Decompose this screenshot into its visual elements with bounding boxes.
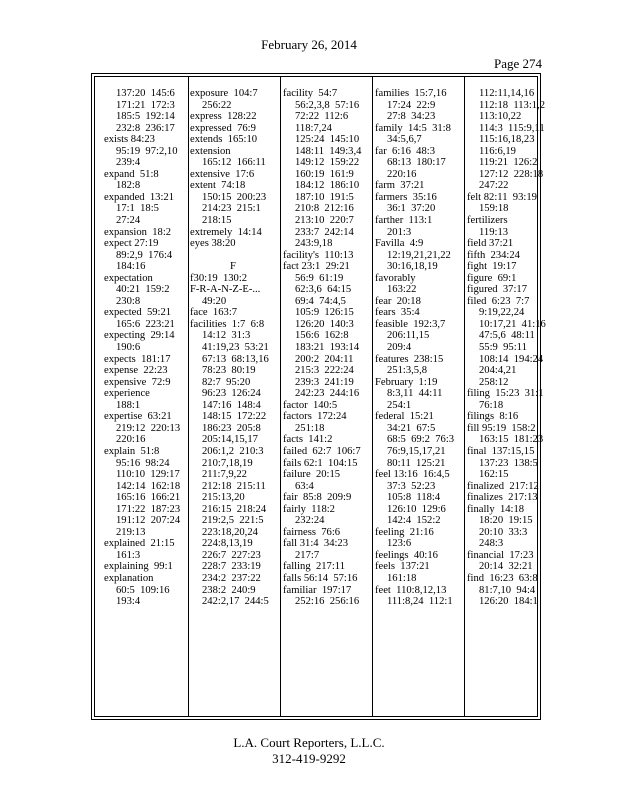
column-divider xyxy=(280,77,281,716)
index-entry: feasible 192:3,7 xyxy=(375,318,446,330)
index-entry: expressed 76:9 xyxy=(190,122,256,134)
index-page-refs: 63:4 xyxy=(295,480,314,492)
index-entry: failed 62:7 106:7 xyxy=(283,445,361,457)
index-page-refs: 55:9 95:11 xyxy=(479,342,527,354)
index-entry: face 163:7 xyxy=(190,307,238,319)
index-page-refs: 30:16,18,19 xyxy=(387,261,438,273)
index-page-refs: 165:6 223:21 xyxy=(116,318,175,330)
column-divider xyxy=(188,77,189,716)
index-page-refs: 137:23 138:5 xyxy=(479,457,538,469)
index-page-refs: 248:3 xyxy=(479,538,504,550)
index-page-refs: 78:23 80:19 xyxy=(202,365,256,377)
index-page-refs: 182:8 xyxy=(116,180,141,192)
index-page-refs: 156:6 162:8 xyxy=(295,330,349,342)
index-page-refs: 216:15 218:24 xyxy=(202,503,267,515)
footer-phone: 312-419-9292 xyxy=(272,751,346,766)
index-page-refs: 126:10 129:6 xyxy=(387,503,446,515)
index-entry: extremely 14:14 xyxy=(190,226,262,238)
index-page-refs: 40:21 159:2 xyxy=(116,284,170,296)
index-page-refs: 82:7 95:20 xyxy=(202,376,251,388)
index-entry: explanation xyxy=(104,572,154,584)
index-entry: express 128:22 xyxy=(190,111,257,123)
index-page-refs: 12:19,21,21,22 xyxy=(387,249,451,261)
index-page-refs: 201:3 xyxy=(387,226,412,238)
index-page-refs: 119:13 xyxy=(479,226,509,238)
index-entry: facilities 1:7 6:8 xyxy=(190,318,265,330)
index-page-refs: 68:13 180:17 xyxy=(387,157,446,169)
index-page-refs: 41:19,23 53:21 xyxy=(202,342,269,354)
index-page-refs: 10:17,21 41:16 xyxy=(479,318,546,330)
index-page-refs: 214:23 215:1 xyxy=(202,203,261,215)
index-entry: explained 21:15 xyxy=(104,538,175,550)
index-page-refs: 115:16,18,23 xyxy=(479,134,535,146)
index-entry: expect 27:19 xyxy=(104,238,159,250)
index-page-refs: 171:21 172:3 xyxy=(116,99,175,111)
index-page-refs: 123:6 xyxy=(387,538,412,550)
index-page-refs: 49:20 xyxy=(202,295,227,307)
index-page-refs: 27:24 xyxy=(116,215,141,227)
index-page-refs: 126:20 184:1 xyxy=(479,596,538,608)
index-page-refs: 254:1 xyxy=(387,399,412,411)
index-page-refs: 8:3,11 44:11 xyxy=(387,388,443,400)
index-page-refs: 211:7,9,22 xyxy=(202,469,247,481)
index-page-refs: 89:2,9 176:4 xyxy=(116,249,173,261)
index-page-refs: 206:1,2 210:3 xyxy=(202,445,264,457)
index-page-refs: 147:16 148:4 xyxy=(202,399,261,411)
index-page-refs: 36:1 37:20 xyxy=(387,203,436,215)
index-page-refs: 34:21 67:5 xyxy=(387,422,436,434)
index-entry: favorably xyxy=(375,272,416,284)
index-page-refs: 228:7 233:19 xyxy=(202,561,261,573)
index-entry: extends 165:10 xyxy=(190,134,258,146)
index-page-refs: 186:23 205:8 xyxy=(202,422,261,434)
index-page-refs: 213:10 220:7 xyxy=(295,215,354,227)
index-entry: factors 172:24 xyxy=(283,411,347,423)
index-entry: explaining 99:1 xyxy=(104,561,173,573)
index-page-refs: 76:9,15,17,21 xyxy=(387,445,446,457)
index-entry: failure 20:15 xyxy=(283,469,341,481)
index-entry: filing 15:23 31:1 xyxy=(467,388,544,400)
index-entry: experience xyxy=(104,388,150,400)
index-page-refs: 218:15 xyxy=(202,215,232,227)
index-entry: field 37:21 xyxy=(467,238,514,250)
index-page-refs: 226:7 227:23 xyxy=(202,549,261,561)
index-page-refs: 230:8 xyxy=(116,295,141,307)
index-page-refs: 127:12 228:18 xyxy=(479,168,544,180)
index-page-refs: 142:4 152:2 xyxy=(387,515,441,527)
index-entry xyxy=(190,250,276,262)
index-entry: expectation xyxy=(104,272,153,284)
index-page-refs: 142:14 162:18 xyxy=(116,480,181,492)
index-page-refs: 148:11 149:3,4 xyxy=(295,145,362,157)
index-entry: find 16:23 63:8 xyxy=(467,572,538,584)
index-entry: farmers 35:16 xyxy=(375,191,437,203)
index-page-refs: 188:1 xyxy=(116,399,141,411)
index-entry: extension xyxy=(190,145,231,157)
index-entry: expensive 72:9 xyxy=(104,376,171,388)
index-entry: expertise 63:21 xyxy=(104,411,172,423)
index-page-refs: 27:8 34:23 xyxy=(387,111,436,123)
index-entry: feel 13:16 16:4,5 xyxy=(375,469,450,481)
index-page-refs: 125:24 145:10 xyxy=(295,134,360,146)
index-page-refs: 184:12 186:10 xyxy=(295,180,360,192)
index-page-refs: 209:4 xyxy=(387,342,412,354)
index-page-refs: 80:11 125:21 xyxy=(387,457,446,469)
index-page-refs: 118:7,24 xyxy=(295,122,332,134)
index-page-refs: 190:6 xyxy=(116,342,141,354)
index-entry: expecting 29:14 xyxy=(104,330,175,342)
index-page-refs: 239:3 241:19 xyxy=(295,376,354,388)
index-page-refs: 215:13,20 xyxy=(202,492,245,504)
index-column-4 xyxy=(375,88,461,608)
index-entry: falling 217:11 xyxy=(283,561,345,573)
index-entry: expense 22:23 xyxy=(104,365,168,377)
index-entry: facility's 110:13 xyxy=(283,249,354,261)
index-entry: family 14:5 31:8 xyxy=(375,122,451,134)
index-page-refs: 191:12 207:24 xyxy=(116,515,181,527)
index-entry: facts 141:2 xyxy=(283,434,333,446)
index-page-refs: 18:20 19:15 xyxy=(479,515,533,527)
index-page-refs: 56:2,3,8 57:16 xyxy=(295,99,360,111)
index-frame xyxy=(91,73,546,720)
index-page-refs: 119:21 126:2 xyxy=(479,157,538,169)
index-page-refs: 251:18 xyxy=(295,422,325,434)
index-column-2 xyxy=(190,88,276,608)
index-page-refs: 95:16 98:24 xyxy=(116,457,170,469)
index-entry: fill 95:19 158:2 xyxy=(467,422,536,434)
index-page-refs: 14:12 31:3 xyxy=(202,330,251,342)
index-page-refs: 232:24 xyxy=(295,515,325,527)
index-page-refs: 185:5 192:14 xyxy=(116,111,175,123)
index-page-refs: 184:16 xyxy=(116,261,146,273)
index-page-refs: 112:18 113:1,2 xyxy=(479,99,546,111)
index-page-refs: 95:19 97:2,10 xyxy=(116,145,178,157)
index-page-refs: 126:20 140:3 xyxy=(295,318,354,330)
index-page-refs: 159:18 xyxy=(479,203,509,215)
index-page-refs: 72:22 112:6 xyxy=(295,111,349,123)
index-page-refs: 113:10,22 xyxy=(479,111,522,123)
deposition-date: February 26, 2014 xyxy=(261,37,357,52)
index-entry: expected 59:21 xyxy=(104,307,172,319)
index-entry: fight 19:17 xyxy=(467,261,517,273)
index-page-refs: 239:4 xyxy=(116,157,141,169)
index-page-refs: 242:23 244:16 xyxy=(295,388,360,400)
index-page-refs: 76:18 xyxy=(479,399,504,411)
index-entry: fifth 234:24 xyxy=(467,249,520,261)
index-page-refs: 251:3,5,8 xyxy=(387,365,428,377)
index-page-refs: 204:4,21 xyxy=(479,365,517,377)
index-entry: feeling 21:16 xyxy=(375,526,434,538)
index-entry: extensive 17:6 xyxy=(190,168,255,180)
index-page-refs: 111:8,24 112:1 xyxy=(387,596,453,608)
index-page-refs: 205:14,15,17 xyxy=(202,434,258,446)
index-page-refs: 219:2,5 221:5 xyxy=(202,515,264,527)
index-page-refs: 219:13 xyxy=(116,526,146,538)
index-entry: explain 51:8 xyxy=(104,445,160,457)
index-page-refs: 183:21 193:14 xyxy=(295,342,360,354)
index-page-refs: 187:10 191:5 xyxy=(295,191,354,203)
index-page-refs: 232:8 236:17 xyxy=(116,122,175,134)
index-entry: federal 15:21 xyxy=(375,411,434,423)
index-entry: filed 6:23 7:7 xyxy=(467,295,530,307)
index-entry: expects 181:17 xyxy=(104,353,171,365)
index-page-refs: 238:2 240:9 xyxy=(202,584,256,596)
index-entry: filings 8:16 xyxy=(467,411,519,423)
index-page-refs: 223:18,20,24 xyxy=(202,526,258,538)
index-page-refs: 17:24 22:9 xyxy=(387,99,436,111)
index-page-refs: 37:3 52:23 xyxy=(387,480,436,492)
index-page-refs: 219:12 220:13 xyxy=(116,422,181,434)
index-page-refs: 163:15 181:23 xyxy=(479,434,544,446)
index-page-refs: 17:1 18:5 xyxy=(116,203,159,215)
index-column-5 xyxy=(467,88,553,608)
index-page-refs: 193:4 xyxy=(116,596,141,608)
column-divider xyxy=(372,77,373,716)
index-page-refs: 252:16 256:16 xyxy=(295,596,360,608)
index-page-refs: 68:5 69:2 76:3 xyxy=(387,434,455,446)
index-entry: factor 140:5 xyxy=(283,399,338,411)
index-page-refs: 114:3 115:9,11 xyxy=(479,122,545,134)
column-divider xyxy=(464,77,465,716)
index-entry: fear 20:18 xyxy=(375,295,421,307)
index-entry: familiar 197:17 xyxy=(283,584,352,596)
index-page-refs: 9:19,22,24 xyxy=(479,307,525,319)
index-page-refs: 148:15 172:22 xyxy=(202,411,267,423)
index-entry: feelings 40:16 xyxy=(375,549,438,561)
index-page-refs: 60:5 109:16 xyxy=(116,584,170,596)
index-page-refs: 47:5,6 48:11 xyxy=(479,330,535,342)
index-entry: feels 137:21 xyxy=(375,561,430,573)
page-number: Page 274 xyxy=(494,56,543,71)
index-page-refs: 165:16 166:21 xyxy=(116,492,181,504)
index-page-refs: 110:10 129:17 xyxy=(116,469,180,481)
index-entry: financial 17:23 xyxy=(467,549,534,561)
index-page-refs: 149:12 159:22 xyxy=(295,157,360,169)
index-page-refs: 224:8,13,19 xyxy=(202,538,253,550)
index-entry: figure 69:1 xyxy=(467,272,517,284)
index-page-refs: 206:11,15 xyxy=(387,330,430,342)
index-page-refs: 210:8 212:16 xyxy=(295,203,354,215)
index-page-refs: 212:18 215:11 xyxy=(202,480,266,492)
index-page-refs: 242:2,17 244:5 xyxy=(202,596,269,608)
index-column-3 xyxy=(283,88,369,608)
index-page-refs: 20:14 32:21 xyxy=(479,561,533,573)
index-entry: fails 62:1 104:15 xyxy=(283,457,358,469)
index-page-refs: 256:22 xyxy=(202,99,232,111)
index-page-refs: 233:7 242:14 xyxy=(295,226,354,238)
index-entry: fears 35:4 xyxy=(375,307,420,319)
index-entry: falls 56:14 57:16 xyxy=(283,572,358,584)
index-entry: fair 85:8 209:9 xyxy=(283,492,352,504)
index-entry: exists 84:23 xyxy=(104,134,155,146)
index-entry: f30:19 130:2 xyxy=(190,272,248,284)
index-entry: extent 74:18 xyxy=(190,180,246,192)
footer-company: L.A. Court Reporters, L.L.C. xyxy=(233,735,385,750)
index-page-refs: 215:3 222:24 xyxy=(295,365,354,377)
index-page-refs: 161:3 xyxy=(116,549,141,561)
index-page-refs: 81:7,10 94:4 xyxy=(479,584,536,596)
index-entry: expand 51:8 xyxy=(104,168,159,180)
index-page-refs: 247:22 xyxy=(479,180,509,192)
index-page-refs: 220:16 xyxy=(387,168,417,180)
index-entry: fact 23:1 29:21 xyxy=(283,261,350,273)
index-entry: fairly 118:2 xyxy=(283,503,335,515)
index-entry: finalized 217:12 xyxy=(467,480,539,492)
index-page-refs: 116:6,19 xyxy=(479,145,516,157)
index-page-refs: 162:15 xyxy=(479,469,509,481)
index-page-refs: 161:18 xyxy=(387,572,417,584)
index-page-refs: 105:9 126:15 xyxy=(295,307,354,319)
index-page-refs: 108:14 194:24 xyxy=(479,353,544,365)
section-letter: F xyxy=(230,261,236,273)
index-page-refs: 243:9,18 xyxy=(295,238,333,250)
index-entry: February 1:19 xyxy=(375,376,438,388)
index-page-refs: 200:2 204:11 xyxy=(295,353,354,365)
index-page-refs: 69:4 74:4,5 xyxy=(295,295,346,307)
index-page-refs: 105:8 118:4 xyxy=(387,492,441,504)
index-entry: felt 82:11 93:19 xyxy=(467,191,537,203)
index-entry: finalizes 217:13 xyxy=(467,492,538,504)
index-entry: figured 37:17 xyxy=(467,284,528,296)
index-table xyxy=(94,76,546,717)
index-page-refs: 96:23 126:24 xyxy=(202,388,261,400)
index-entry: feet 110:8,12,13 xyxy=(375,584,447,596)
index-entry: fairness 76:6 xyxy=(283,526,341,538)
index-entry: F-R-A-N-Z-E-... xyxy=(190,284,261,296)
index-entry: eyes 38:20 xyxy=(190,238,236,250)
index-page-refs: 258:12 xyxy=(479,376,509,388)
index-page-refs: 160:19 161:9 xyxy=(295,168,354,180)
index-page-refs: 62:3,6 64:15 xyxy=(295,284,352,296)
index-page-refs: 67:13 68:13,16 xyxy=(202,353,269,365)
index-page-refs: 165:12 166:11 xyxy=(202,157,266,169)
index-page-refs: 171:22 187:23 xyxy=(116,503,181,515)
index-page-refs: 210:7,18,19 xyxy=(202,457,253,469)
index-entry: finally 14:18 xyxy=(467,503,525,515)
index-page-refs: 20:10 33:3 xyxy=(479,526,528,538)
index-entry: fertilizers xyxy=(467,215,508,227)
index-page-refs: 34:5,6,7 xyxy=(387,134,422,146)
index-entry: features 238:15 xyxy=(375,353,444,365)
index-entry: Favilla 4:9 xyxy=(375,238,424,250)
index-entry: expansion 18:2 xyxy=(104,226,172,238)
index-entry: far 6:16 48:3 xyxy=(375,145,436,157)
index-entry: farther 113:1 xyxy=(375,215,433,227)
index-entry: families 15:7,16 xyxy=(375,88,447,99)
index-page-refs: 217:7 xyxy=(295,549,320,561)
index-page-refs: 163:22 xyxy=(387,284,417,296)
index-column-1 xyxy=(104,88,190,608)
index-entry: final 137:15,15 xyxy=(467,445,535,457)
index-entry: exposure 104:7 xyxy=(190,88,258,99)
index-page-refs: 150:15 200:23 xyxy=(202,191,267,203)
index-entry: expanded 13:21 xyxy=(104,191,175,203)
index-page-refs: 112:11,14,16 xyxy=(479,88,535,99)
index-entry: farm 37:21 xyxy=(375,180,425,192)
index-entry: facility 54:7 xyxy=(283,88,338,99)
index-entry: fall 31:4 34:23 xyxy=(283,538,349,550)
index-page-refs: 137:20 145:6 xyxy=(116,88,175,99)
index-page-refs: 234:2 237:22 xyxy=(202,572,261,584)
index-page-refs: 56:9 61:19 xyxy=(295,272,344,284)
index-page-refs: 220:16 xyxy=(116,434,146,446)
